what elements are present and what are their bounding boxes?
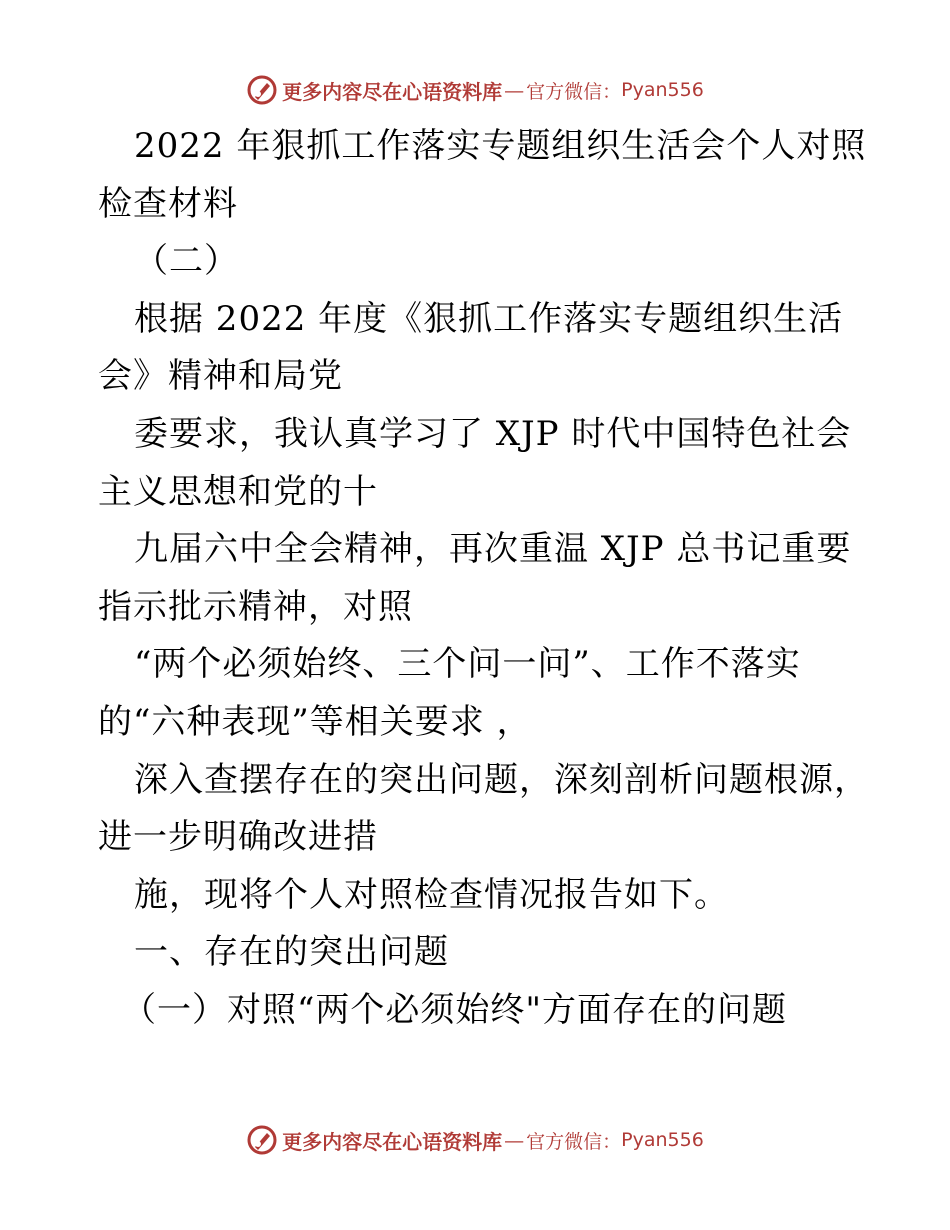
pen-circle-logo-icon <box>246 1124 278 1156</box>
watermark-brand-text: 更多内容尽在心语资料库 <box>282 79 503 104</box>
watermark-account: Pyan556 <box>621 79 704 101</box>
paragraph-line: 主义思想和党的十 <box>98 471 378 512</box>
document-title-line-2: 检查材料 <box>98 183 238 224</box>
subsection-heading: （一）对照“两个必须始终"方面存在的问题 <box>122 989 788 1030</box>
paragraph-line: 施，现将个人对照检查情况报告如下。 <box>134 874 729 915</box>
footer-watermark <box>0 1118 950 1162</box>
document-subtitle: （二） <box>134 241 239 282</box>
paragraph-line: 深入查摆存在的突出问题，深刻剖析问题根源， <box>134 759 869 800</box>
paragraph-line: 进一步明确改进措 <box>98 817 378 858</box>
watermark-account: Pyan556 <box>621 1129 704 1151</box>
pen-circle-logo-icon <box>246 74 278 106</box>
document-title-line-1: 2022 年狠抓工作落实专题组织生活会个人对照 <box>134 126 867 166</box>
paragraph-line: “两个必须始终、三个问一问”、工作不落实 <box>134 644 801 685</box>
paragraph-line: 会》精神和局党 <box>98 356 343 397</box>
paragraph-line: 指示批示精神，对照 <box>98 586 413 627</box>
watermark-label: 官方微信： <box>526 1130 622 1153</box>
paragraph-line: 的“六种表现”等相关要求 ， <box>98 701 532 742</box>
watermark-dash: — <box>504 1128 525 1152</box>
watermark-brand-text: 更多内容尽在心语资料库 <box>282 1129 503 1154</box>
watermark-dash: — <box>504 78 525 102</box>
document-body <box>98 118 869 1040</box>
watermark-label: 官方微信： <box>526 80 622 103</box>
paragraph-line: 委要求，我认真学习了 XJP 时代中国特色社会 <box>134 413 852 454</box>
paragraph-line: 根据 2022 年度《狠抓工作落实专题组织生活 <box>134 298 844 339</box>
header-watermark <box>0 68 950 112</box>
paragraph-line: 九届六中全会精神，再次重温 XJP 总书记重要 <box>134 529 852 570</box>
section-heading: 一、存在的突出问题 <box>134 932 449 973</box>
